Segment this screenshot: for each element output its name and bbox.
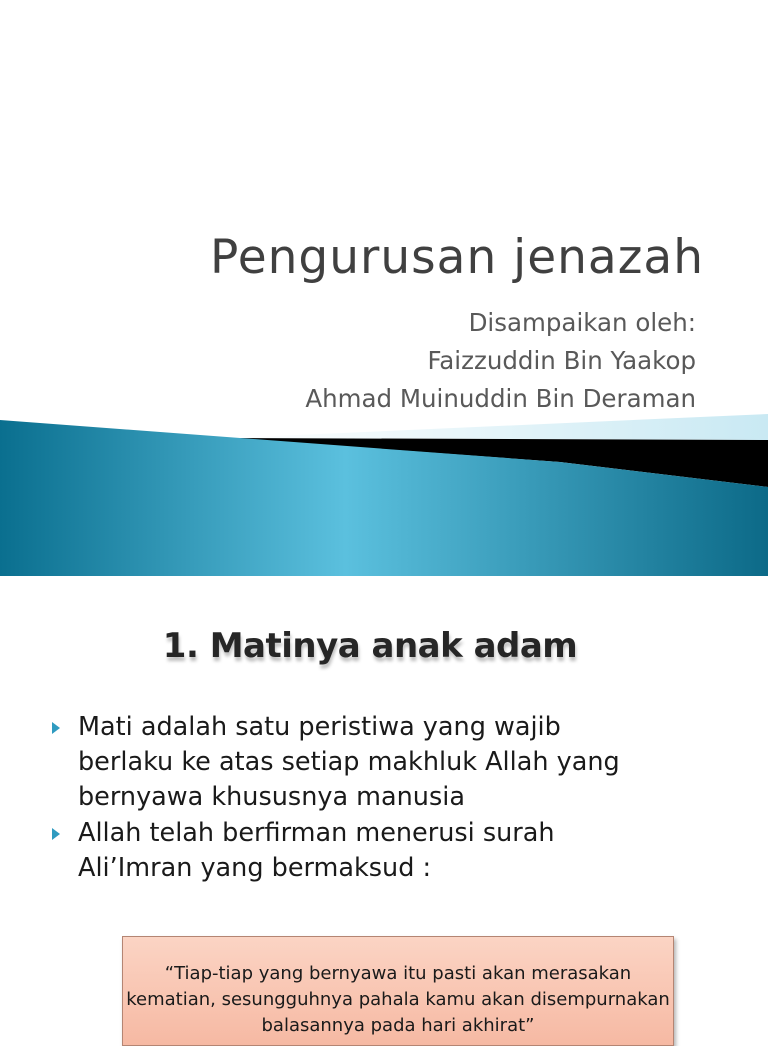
- bullet-arrow-icon: [52, 722, 60, 734]
- slide-heading: 1. Matinya anak adam: [162, 626, 578, 666]
- subtitle-line: Disampaikan oleh:: [468, 308, 696, 337]
- bullet-list: [52, 710, 732, 887]
- quote-box: [122, 936, 674, 1046]
- content-slide: [0, 576, 768, 1036]
- bullet-line: Ali’Imran yang bermaksud :: [78, 853, 432, 883]
- list-item: [52, 710, 732, 815]
- bullet-line: bernyawa khususnya manusia: [78, 782, 465, 812]
- bullet-arrow-icon: [52, 828, 60, 840]
- slide-subtitle: [305, 304, 696, 418]
- list-item: [52, 816, 732, 886]
- quote-line: balasannya pada hari akhirat”: [261, 1015, 535, 1036]
- bullet-line: Allah telah berfirman menerusi surah: [78, 818, 555, 848]
- subtitle-line: Ahmad Muinuddin Bin Deraman: [305, 384, 696, 413]
- slide-title: Pengurusan jenazah: [210, 230, 704, 285]
- bullet-line: berlaku ke atas setiap makhluk Allah yang: [78, 747, 620, 777]
- subtitle-line: Faizzuddin Bin Yaakop: [427, 346, 696, 375]
- bullet-line: Mati adalah satu peristiwa yang wajib: [78, 712, 561, 742]
- quote-line: kematian, sesungguhnya pahala kamu akan disempurnakan: [126, 989, 670, 1010]
- quote-line: “Tiap-tiap yang bernyawa itu pasti akan merasakan: [164, 963, 632, 984]
